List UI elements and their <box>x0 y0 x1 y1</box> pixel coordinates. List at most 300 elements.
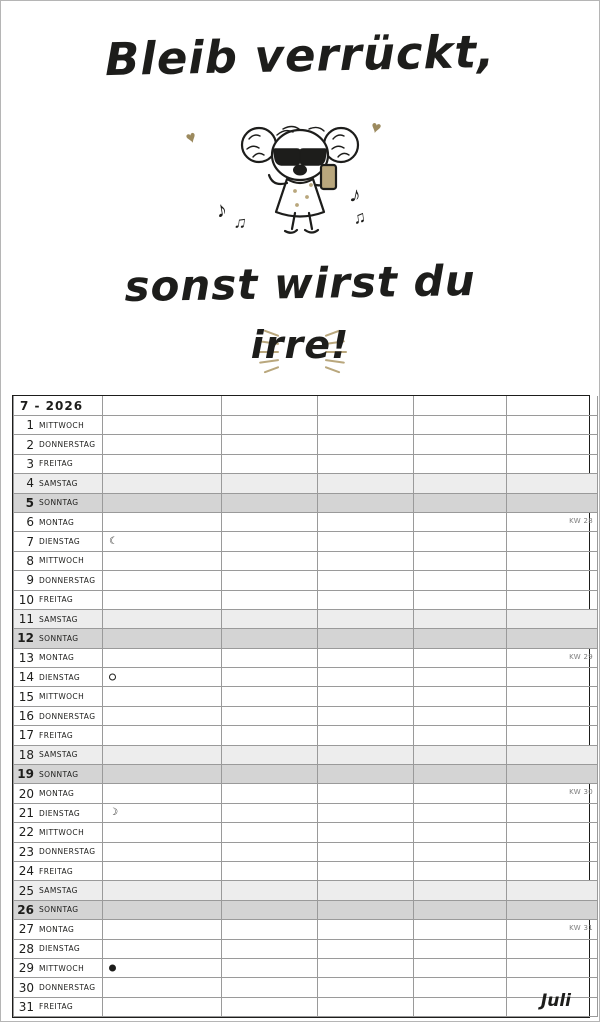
note-cell[interactable] <box>414 687 507 706</box>
day-number: 2 <box>26 437 34 452</box>
day-number: 24 <box>18 864 34 879</box>
day-number: 13 <box>18 650 34 665</box>
calendar-day-row <box>14 784 598 803</box>
week-number: KW 30 <box>569 788 593 797</box>
calendar-day-row <box>14 648 598 667</box>
day-label-cell <box>14 978 103 997</box>
calendar-day-row <box>14 493 598 512</box>
note-cell[interactable] <box>507 493 598 512</box>
day-number: 1 <box>26 418 34 433</box>
note-cell[interactable] <box>222 861 318 880</box>
day-label-cell <box>14 435 103 454</box>
day-number: 11 <box>18 612 34 627</box>
note-cell[interactable] <box>222 997 318 1016</box>
day-number: 16 <box>18 709 34 724</box>
week-number: KW 31 <box>569 924 593 933</box>
day-name: DIENSTAG <box>39 944 81 954</box>
note-cell[interactable] <box>103 765 222 784</box>
note-cell[interactable] <box>414 493 507 512</box>
note-cell[interactable] <box>103 745 222 764</box>
first-quarter-moon-icon: ☽ <box>109 807 118 818</box>
note-cell[interactable] <box>222 454 318 473</box>
day-number: 8 <box>26 553 34 568</box>
note-cell[interactable] <box>222 435 318 454</box>
calendar-day-row <box>14 571 598 590</box>
calendar-day-row <box>14 726 598 745</box>
note-cell[interactable] <box>318 668 414 687</box>
note-cell[interactable] <box>222 706 318 725</box>
day-label-cell <box>14 648 103 667</box>
note-cell[interactable] <box>507 474 598 493</box>
header-note-cell[interactable] <box>507 396 598 416</box>
note-cell[interactable] <box>318 900 414 919</box>
note-cell[interactable] <box>507 590 598 609</box>
note-cell[interactable] <box>222 571 318 590</box>
note-cell[interactable] <box>103 571 222 590</box>
note-cell[interactable] <box>103 997 222 1016</box>
note-cell[interactable] <box>222 900 318 919</box>
note-cell[interactable] <box>222 978 318 997</box>
note-cell[interactable] <box>414 939 507 958</box>
day-number: 7 <box>26 534 34 549</box>
note-cell[interactable] <box>222 958 318 977</box>
note-cell[interactable] <box>414 900 507 919</box>
note-cell[interactable] <box>414 784 507 803</box>
note-cell[interactable] <box>103 784 222 803</box>
note-cell[interactable] <box>222 842 318 861</box>
day-number: 25 <box>18 883 34 898</box>
day-label-cell <box>14 609 103 628</box>
headline-top: Bleib verrückt, <box>104 24 496 87</box>
note-cell[interactable] <box>222 745 318 764</box>
calendar-grid <box>12 395 593 1018</box>
note-cell[interactable] <box>103 803 222 822</box>
headline-bottom: irre! <box>250 323 350 367</box>
note-cell[interactable] <box>103 939 222 958</box>
calendar-day-row <box>14 842 598 861</box>
calendar-day-row <box>14 823 598 842</box>
day-number: 3 <box>26 456 34 471</box>
note-cell[interactable] <box>318 590 414 609</box>
day-number: 26 <box>17 902 34 917</box>
note-cell[interactable] <box>318 648 414 667</box>
day-name: FREITAG <box>39 730 74 740</box>
day-label-cell <box>14 765 103 784</box>
music-note-icon: ♪ <box>347 181 364 208</box>
note-cell[interactable] <box>507 784 598 803</box>
calendar-day-row <box>14 900 598 919</box>
note-cell[interactable] <box>318 765 414 784</box>
day-name: SONNTAG <box>39 633 79 643</box>
note-cell[interactable] <box>507 803 598 822</box>
calendar-day-row <box>14 416 598 435</box>
header-note-cell[interactable] <box>318 396 414 416</box>
calendar-day-row <box>14 745 598 764</box>
note-cell[interactable] <box>103 648 222 667</box>
koala-illustration <box>237 119 367 264</box>
headline-middle: sonst wirst du <box>124 255 476 312</box>
note-cell[interactable] <box>414 416 507 435</box>
note-cell[interactable] <box>507 881 598 900</box>
note-cell[interactable] <box>414 668 507 687</box>
day-name: DONNERSTAG <box>39 711 96 721</box>
note-cell[interactable] <box>414 474 507 493</box>
note-cell[interactable] <box>222 493 318 512</box>
calendar-day-row <box>14 939 598 958</box>
calendar-day-row <box>14 609 598 628</box>
day-label-cell <box>14 958 103 977</box>
note-cell[interactable] <box>414 590 507 609</box>
note-cell[interactable] <box>222 551 318 570</box>
day-label-cell <box>14 512 103 531</box>
day-label-cell <box>14 842 103 861</box>
note-cell[interactable] <box>103 609 222 628</box>
note-cell[interactable] <box>414 861 507 880</box>
note-cell[interactable] <box>414 435 507 454</box>
day-name: SAMSTAG <box>39 886 78 896</box>
note-cell[interactable] <box>222 881 318 900</box>
day-name: MONTAG <box>39 517 75 527</box>
calendar-day-row <box>14 512 598 531</box>
note-cell[interactable] <box>507 726 598 745</box>
note-cell[interactable] <box>414 803 507 822</box>
calendar-day-row <box>14 803 598 822</box>
note-cell[interactable] <box>507 648 598 667</box>
day-name: DONNERSTAG <box>39 847 96 857</box>
day-name: FREITAG <box>39 866 74 876</box>
day-name: SAMSTAG <box>39 614 78 624</box>
day-label-cell <box>14 784 103 803</box>
day-name: DIENSTAG <box>39 808 81 818</box>
month-name-footer: Juli <box>540 991 571 1012</box>
music-note-icon: ♪ <box>213 196 230 223</box>
note-cell[interactable] <box>103 435 222 454</box>
calendar-day-row <box>14 706 598 725</box>
note-cell[interactable] <box>507 842 598 861</box>
note-cell[interactable] <box>318 435 414 454</box>
day-label-cell <box>14 726 103 745</box>
note-cell[interactable] <box>103 416 222 435</box>
heart-icon: ♥ <box>368 117 384 138</box>
note-cell[interactable] <box>414 532 507 551</box>
day-name: DIENSTAG <box>39 537 81 547</box>
heart-icon: ♥ <box>183 126 199 149</box>
note-cell[interactable] <box>507 609 598 628</box>
note-cell[interactable] <box>103 687 222 706</box>
day-label-cell <box>14 939 103 958</box>
note-cell[interactable] <box>414 571 507 590</box>
note-cell[interactable] <box>507 958 598 977</box>
day-number: 17 <box>18 728 34 743</box>
day-name: MITTWOCH <box>39 692 85 702</box>
note-cell[interactable] <box>222 920 318 939</box>
day-label-cell <box>14 493 103 512</box>
note-cell[interactable] <box>318 939 414 958</box>
month-label-cell <box>14 396 103 416</box>
note-cell[interactable] <box>414 823 507 842</box>
day-name: MONTAG <box>39 653 75 663</box>
note-cell[interactable] <box>414 706 507 725</box>
note-cell[interactable] <box>103 881 222 900</box>
note-cell[interactable] <box>414 454 507 473</box>
note-cell[interactable] <box>507 668 598 687</box>
month-label: 7 - 2026 <box>20 398 84 413</box>
day-number: 14 <box>18 670 34 685</box>
day-number: 23 <box>18 844 34 859</box>
day-label-cell <box>14 803 103 822</box>
note-cell[interactable] <box>318 861 414 880</box>
day-label-cell <box>14 571 103 590</box>
day-label-cell <box>14 920 103 939</box>
note-cell[interactable] <box>414 997 507 1016</box>
day-label-cell <box>14 629 103 648</box>
day-number: 10 <box>18 592 34 607</box>
note-cell[interactable] <box>507 939 598 958</box>
day-number: 30 <box>18 980 34 995</box>
day-number: 9 <box>26 573 34 588</box>
calendar-day-row <box>14 881 598 900</box>
calendar-day-row <box>14 629 598 648</box>
day-number: 12 <box>17 631 34 646</box>
day-number: 4 <box>26 476 34 491</box>
note-cell[interactable] <box>318 978 414 997</box>
note-cell[interactable] <box>414 881 507 900</box>
day-name: MITTWOCH <box>39 827 85 837</box>
note-cell[interactable] <box>222 803 318 822</box>
day-number: 5 <box>25 495 34 510</box>
note-cell[interactable] <box>318 745 414 764</box>
note-cell[interactable] <box>222 532 318 551</box>
day-name: MITTWOCH <box>39 963 85 973</box>
note-cell[interactable] <box>222 629 318 648</box>
calendar-header-row <box>14 396 598 416</box>
day-number: 31 <box>18 999 34 1014</box>
note-cell[interactable] <box>318 958 414 977</box>
note-cell[interactable] <box>103 978 222 997</box>
note-cell[interactable] <box>318 474 414 493</box>
day-name: FREITAG <box>39 459 74 469</box>
note-cell[interactable] <box>318 706 414 725</box>
note-cell[interactable] <box>318 842 414 861</box>
note-cell[interactable] <box>318 881 414 900</box>
day-label-cell <box>14 997 103 1016</box>
note-cell[interactable] <box>222 939 318 958</box>
day-name: FREITAG <box>39 1002 74 1012</box>
note-cell[interactable] <box>507 571 598 590</box>
note-cell[interactable] <box>222 668 318 687</box>
note-cell[interactable] <box>318 571 414 590</box>
note-cell[interactable] <box>507 629 598 648</box>
note-cell[interactable] <box>103 493 222 512</box>
calendar-day-row <box>14 861 598 880</box>
day-name: SONNTAG <box>39 905 79 915</box>
note-cell[interactable] <box>222 512 318 531</box>
note-cell[interactable] <box>507 900 598 919</box>
note-cell[interactable] <box>318 629 414 648</box>
day-number: 18 <box>18 747 34 762</box>
note-cell[interactable] <box>414 648 507 667</box>
note-cell[interactable] <box>103 900 222 919</box>
day-label-cell <box>14 416 103 435</box>
note-cell[interactable] <box>318 784 414 803</box>
day-number: 6 <box>26 515 34 530</box>
note-cell[interactable] <box>507 920 598 939</box>
note-cell[interactable] <box>103 668 222 687</box>
day-label-cell <box>14 474 103 493</box>
note-cell[interactable] <box>414 765 507 784</box>
note-cell[interactable] <box>103 958 222 977</box>
note-cell[interactable] <box>222 590 318 609</box>
calendar-table <box>13 396 598 1017</box>
note-cell[interactable] <box>507 551 598 570</box>
note-cell[interactable] <box>318 454 414 473</box>
header-note-cell[interactable] <box>414 396 507 416</box>
calendar-day-row <box>14 687 598 706</box>
week-number: KW 28 <box>569 516 593 525</box>
note-cell[interactable] <box>103 532 222 551</box>
day-name: SONNTAG <box>39 769 79 779</box>
calendar-day-row <box>14 454 598 473</box>
note-cell[interactable] <box>318 920 414 939</box>
note-cell[interactable] <box>414 629 507 648</box>
new-moon-icon <box>109 674 116 681</box>
day-name: MONTAG <box>39 924 75 934</box>
note-cell[interactable] <box>103 590 222 609</box>
header-note-cell[interactable] <box>222 396 318 416</box>
note-cell[interactable] <box>318 609 414 628</box>
note-cell[interactable] <box>507 706 598 725</box>
day-label-cell <box>14 881 103 900</box>
note-cell[interactable] <box>507 823 598 842</box>
day-number: 27 <box>18 922 34 937</box>
note-cell[interactable] <box>318 512 414 531</box>
day-name: DONNERSTAG <box>39 983 96 993</box>
note-cell[interactable] <box>222 823 318 842</box>
note-cell[interactable] <box>414 842 507 861</box>
day-label-cell <box>14 745 103 764</box>
day-name: MITTWOCH <box>39 556 85 566</box>
note-cell[interactable] <box>222 726 318 745</box>
note-cell[interactable] <box>103 706 222 725</box>
day-label-cell <box>14 590 103 609</box>
day-label-cell <box>14 900 103 919</box>
day-number: 22 <box>18 825 34 840</box>
note-cell[interactable] <box>318 551 414 570</box>
note-cell[interactable] <box>103 454 222 473</box>
note-cell[interactable] <box>222 416 318 435</box>
last-quarter-moon-icon: ☾ <box>109 535 118 547</box>
day-label-cell <box>14 706 103 725</box>
note-cell[interactable] <box>507 512 598 531</box>
note-cell[interactable] <box>103 861 222 880</box>
note-cell[interactable] <box>507 454 598 473</box>
note-cell[interactable] <box>318 687 414 706</box>
calendar-day-row <box>14 590 598 609</box>
note-cell[interactable] <box>103 920 222 939</box>
day-name: FREITAG <box>39 595 74 605</box>
calendar-day-row <box>14 958 598 977</box>
note-cell[interactable] <box>103 629 222 648</box>
note-cell[interactable] <box>222 648 318 667</box>
day-name: SAMSTAG <box>39 750 78 760</box>
day-label-cell <box>14 823 103 842</box>
note-cell[interactable] <box>222 609 318 628</box>
note-cell[interactable] <box>507 861 598 880</box>
note-cell[interactable] <box>414 745 507 764</box>
calendar-day-row <box>14 668 598 687</box>
note-cell[interactable] <box>103 551 222 570</box>
day-name: DONNERSTAG <box>39 440 96 450</box>
artwork-area <box>1 1 599 393</box>
note-cell[interactable] <box>507 416 598 435</box>
note-cell[interactable] <box>507 745 598 764</box>
note-cell[interactable] <box>103 823 222 842</box>
note-cell[interactable] <box>222 474 318 493</box>
full-moon-icon <box>109 965 116 972</box>
note-cell[interactable] <box>103 842 222 861</box>
day-name: SONNTAG <box>39 498 79 508</box>
note-cell[interactable] <box>318 997 414 1016</box>
note-cell[interactable] <box>318 726 414 745</box>
day-label-cell <box>14 861 103 880</box>
note-cell[interactable] <box>318 532 414 551</box>
day-number: 15 <box>18 689 34 704</box>
week-number: KW 29 <box>569 652 593 661</box>
calendar-day-row <box>14 474 598 493</box>
note-cell[interactable] <box>318 803 414 822</box>
note-cell[interactable] <box>318 493 414 512</box>
music-note-icon: ♫ <box>351 207 368 228</box>
header-note-cell[interactable] <box>103 396 222 416</box>
note-cell[interactable] <box>414 551 507 570</box>
day-name: SAMSTAG <box>39 478 78 488</box>
note-cell[interactable] <box>414 978 507 997</box>
calendar-day-row <box>14 765 598 784</box>
note-cell[interactable] <box>414 726 507 745</box>
day-name: DIENSTAG <box>39 672 81 682</box>
note-cell[interactable] <box>414 512 507 531</box>
note-cell[interactable] <box>318 416 414 435</box>
note-cell[interactable] <box>318 823 414 842</box>
note-cell[interactable] <box>222 765 318 784</box>
day-name: MITTWOCH <box>39 420 85 430</box>
day-number: 19 <box>17 767 34 782</box>
note-cell[interactable] <box>103 512 222 531</box>
calendar-day-row <box>14 978 598 997</box>
note-cell[interactable] <box>414 609 507 628</box>
note-cell[interactable] <box>103 726 222 745</box>
note-cell[interactable] <box>507 532 598 551</box>
day-label-cell <box>14 551 103 570</box>
note-cell[interactable] <box>222 784 318 803</box>
day-label-cell <box>14 532 103 551</box>
calendar-day-row <box>14 920 598 939</box>
note-cell[interactable] <box>222 687 318 706</box>
calendar-day-row <box>14 997 598 1016</box>
note-cell[interactable] <box>507 687 598 706</box>
note-cell[interactable] <box>103 474 222 493</box>
note-cell[interactable] <box>507 435 598 454</box>
note-cell[interactable] <box>414 920 507 939</box>
day-name: DONNERSTAG <box>39 575 96 585</box>
day-label-cell <box>14 687 103 706</box>
calendar-day-row <box>14 435 598 454</box>
day-label-cell <box>14 668 103 687</box>
day-number: 28 <box>18 941 34 956</box>
note-cell[interactable] <box>507 765 598 784</box>
note-cell[interactable] <box>414 958 507 977</box>
day-number: 21 <box>18 806 34 820</box>
